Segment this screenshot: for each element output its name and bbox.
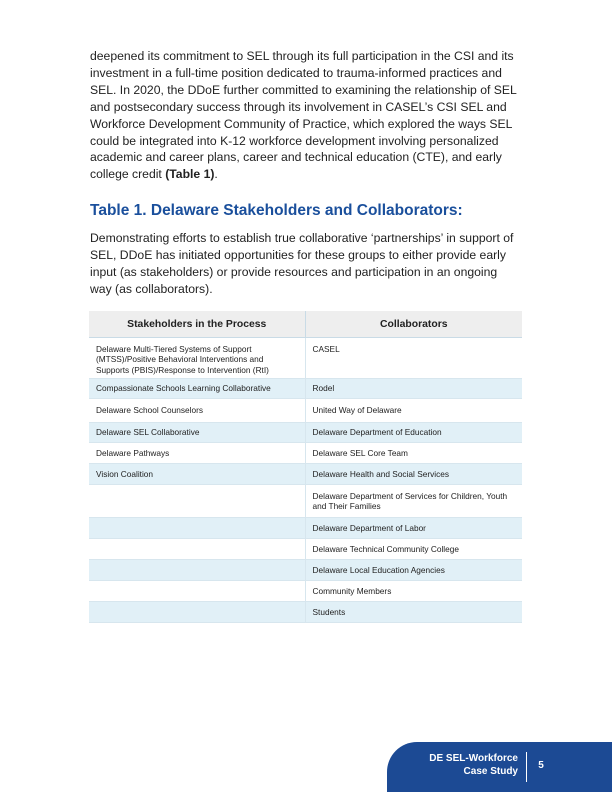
table-row (89, 398, 522, 422)
collaborator-cell: Delaware Department of Labor (305, 517, 522, 538)
table-row (89, 580, 522, 601)
collaborator-cell: Delaware Department of Education (305, 422, 522, 442)
stakeholder-cell (89, 580, 305, 601)
table-row (89, 338, 522, 379)
collaborator-cell: Delaware Technical Community College (305, 538, 522, 559)
stakeholder-cell (89, 601, 305, 622)
table-row (89, 422, 522, 442)
page-number: 5 (538, 760, 544, 771)
footer-title-line-1: DE SEL-Workforce (429, 753, 518, 764)
table-title: Table 1. Delaware Stakeholders and Collaborators: (90, 202, 463, 219)
stakeholders-table (89, 311, 522, 623)
stakeholder-cell: Vision Coalition (89, 463, 305, 484)
table-row (89, 601, 522, 622)
header-stakeholders: Stakeholders in the Process (89, 311, 305, 338)
stakeholder-cell (89, 559, 305, 580)
table-row (89, 484, 522, 517)
table-row (89, 463, 522, 484)
stakeholder-cell: Delaware Pathways (89, 442, 305, 463)
collaborator-cell: Rodel (305, 378, 522, 398)
stakeholder-cell: Delaware School Counselors (89, 398, 305, 422)
collaborator-cell: Delaware Local Education Agencies (305, 559, 522, 580)
collaborator-cell: Delaware Health and Social Services (305, 463, 522, 484)
stakeholder-cell: Delaware SEL Collaborative (89, 422, 305, 442)
table-header-row (89, 311, 522, 338)
collaborator-cell: Delaware Department of Services for Children, Youth and Their Families (305, 484, 522, 517)
table-row (89, 442, 522, 463)
stakeholder-cell: Delaware Multi-Tiered Systems of Support (MTSS)/Positive Behavioral Interventions and Supports (PBIS)/Response to Intervention (RtI) (89, 338, 305, 379)
stakeholder-cell: Compassionate Schools Learning Collaborative (89, 378, 305, 398)
collaborator-cell: United Way of Delaware (305, 398, 522, 422)
collaborator-cell: Delaware SEL Core Team (305, 442, 522, 463)
intro-end: . (214, 167, 218, 182)
collaborator-cell: Students (305, 601, 522, 622)
intro-text: deepened its commitment to SEL through its full participation in the CSI and its investment in a full-time position dedicated to trauma-informed practices and SEL. In 2020, the DDoE further committed to examining the relationship of SEL and postsecondary success through its involvement in CASEL’s CSI SEL and Workforce Development Community of Practice, which explored the ways SEL could be integrated into K-12 workforce development involving personalized academic and career plans, career and technical education (CTE), and early college credit (90, 49, 517, 182)
stakeholder-cell (89, 517, 305, 538)
header-collaborators: Collaborators (305, 311, 522, 338)
table-row (89, 517, 522, 538)
stakeholder-cell (89, 538, 305, 559)
table-row (89, 538, 522, 559)
table-reference: (Table 1) (165, 167, 215, 182)
table-description: Demonstrating efforts to establish true collaborative ‘partnerships’ in support of SEL, DDoE has initiated opportunities for these groups to either provide early input (as stakeholders) or provide resources and participation in an ongoing way (as collaborators). (90, 231, 514, 296)
collaborator-cell: Community Members (305, 580, 522, 601)
footer-divider (526, 752, 527, 782)
table-row (89, 378, 522, 398)
footer-doc-title (404, 752, 518, 778)
intro-paragraph (90, 48, 522, 183)
footer-title-line-2: Case Study (463, 766, 518, 777)
stakeholder-cell (89, 484, 305, 517)
table-row (89, 559, 522, 580)
collaborator-cell: CASEL (305, 338, 522, 379)
